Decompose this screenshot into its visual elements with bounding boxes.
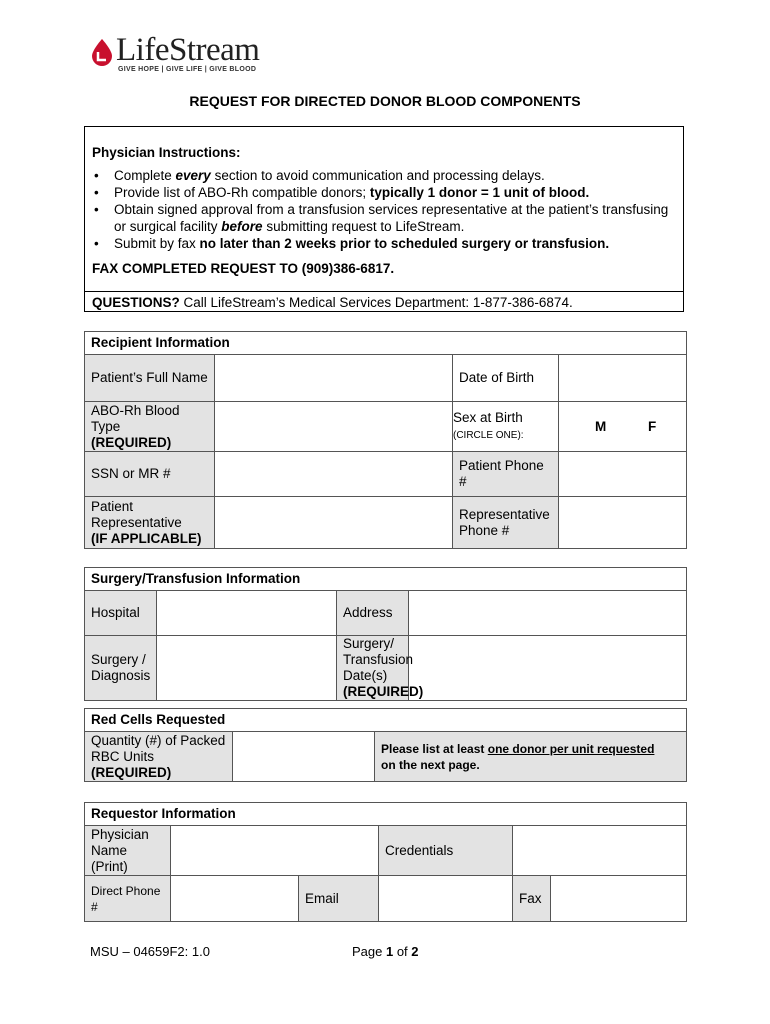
red-cells-header: Red Cells Requested [85,709,687,732]
divider [85,291,683,292]
dob-field[interactable] [559,355,687,402]
sex-option-female[interactable]: F [648,418,657,434]
recipient-information-table [84,331,687,549]
page-number: Page 1 of 2 [352,944,419,959]
instruction-item: • Obtain signed approval from a transfusion services representative at the patient’s transfusing or surgical facility before submitting request to LifeStream. [92,201,677,235]
patient-name-label: Patient’s Full Name [85,355,215,402]
dates-field[interactable] [409,636,687,701]
donor-note: Please list at least one donor per unit requested on the next page. [375,732,687,782]
credentials-label: Credentials [379,826,513,876]
fax-field[interactable] [551,876,687,922]
blood-drop-icon [90,38,114,66]
rep-phone-label: Representative Phone # [453,497,559,549]
physician-instructions-box [84,126,684,312]
sex-options [559,402,687,452]
hospital-field[interactable] [157,591,337,636]
red-cells-table [84,708,687,782]
patient-phone-label: Patient Phone # [453,452,559,497]
instruction-item: • Submit by fax no later than 2 weeks prior to scheduled surgery or transfusion. [92,235,677,252]
surgery-information-table [84,567,687,701]
patient-name-field[interactable] [215,355,453,402]
physician-field[interactable] [171,826,379,876]
page-title: REQUEST FOR DIRECTED DONOR BLOOD COMPONENTS [189,93,581,109]
hospital-label: Hospital [85,591,157,636]
dates-label: Surgery/ Transfusion Date(s) (REQUIRED) [337,636,409,701]
instructions-list [92,167,677,252]
address-label: Address [337,591,409,636]
diagnosis-field[interactable] [157,636,337,701]
instructions-heading: Physician Instructions: [92,145,241,160]
rep-phone-field[interactable] [559,497,687,549]
email-label: Email [299,876,379,922]
logo-tagline: GIVE HOPE | GIVE LIFE | GIVE BLOOD [118,66,257,73]
requestor-header: Requestor Information [85,803,687,826]
fax-label: Fax [513,876,551,922]
blood-type-label: ABO-Rh Blood Type (REQUIRED) [85,402,215,452]
form-id: MSU – 04659F2: 1.0 [90,944,210,959]
credentials-field[interactable] [513,826,687,876]
quantity-field[interactable] [233,732,375,782]
blood-type-field[interactable] [215,402,453,452]
phone-label: Direct Phone # [85,876,171,922]
quantity-label: Quantity (#) of Packed RBC Units (REQUIRED) [85,732,233,782]
requestor-information-table [84,802,687,922]
lifestream-logo [90,34,290,76]
ssn-field[interactable] [215,452,453,497]
instruction-item: • Provide list of ABO-Rh compatible donors; typically 1 donor = 1 unit of blood. [92,184,677,201]
fax-instruction: FAX COMPLETED REQUEST TO (909)386-6817. [92,261,395,276]
recipient-header: Recipient Information [85,332,687,355]
address-field[interactable] [409,591,687,636]
sex-label: Sex at Birth (CIRCLE ONE): [453,402,559,452]
representative-label: Patient Representative (IF APPLICABLE) [85,497,215,549]
sex-option-male[interactable]: M [595,418,607,434]
representative-field[interactable] [215,497,453,549]
physician-label: Physician Name (Print) [85,826,171,876]
surgery-header: Surgery/Transfusion Information [85,568,687,591]
dob-label: Date of Birth [453,355,559,402]
email-field[interactable] [379,876,513,922]
questions-line: QUESTIONS? Call LifeStream’s Medical Services Department: 1-877-386-6874. [92,295,573,310]
logo-name: LifeStream [116,32,260,68]
phone-field[interactable] [171,876,299,922]
instruction-item: • Complete every section to avoid communication and processing delays. [92,167,677,184]
diagnosis-label: Surgery / Diagnosis [85,636,157,701]
ssn-label: SSN or MR # [85,452,215,497]
patient-phone-field[interactable] [559,452,687,497]
